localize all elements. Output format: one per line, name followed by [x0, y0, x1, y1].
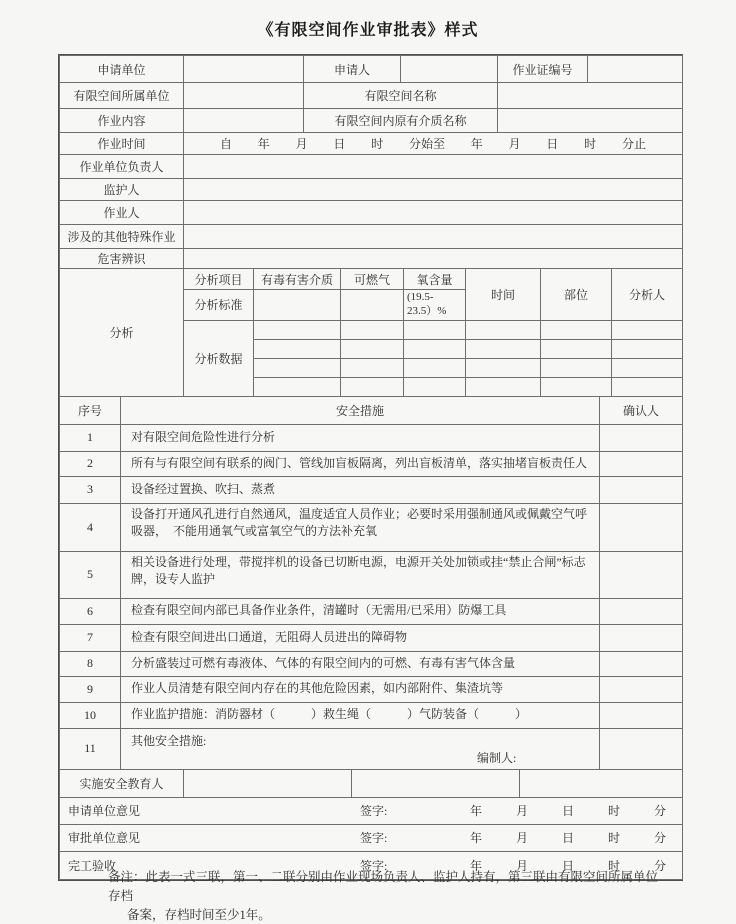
owner-unit-value-cell — [184, 83, 304, 109]
seq-no: 11 — [60, 728, 121, 769]
time-part: 时 — [371, 135, 383, 152]
remark-note — [108, 868, 668, 924]
data-cell — [404, 320, 466, 339]
date-unit: 月 — [516, 857, 528, 874]
measure-text: 作业监护措施：消防器材（ ）救生绳（ ）气防装备（ ） — [121, 702, 600, 728]
approver-opinion-label: 审批单位意见 — [60, 829, 360, 846]
seq-no: 7 — [60, 624, 121, 651]
seq-no: 6 — [60, 598, 121, 624]
work-time-value-cell — [184, 133, 683, 155]
other-special-work-label: 涉及的其他特殊作业 — [60, 225, 184, 249]
applicant-opinion-label: 申请单位意见 — [60, 802, 360, 819]
safety-row — [60, 676, 683, 702]
confirm-cell — [600, 676, 683, 702]
applicant-opinion-cell — [60, 797, 683, 824]
seq-no: 4 — [60, 503, 121, 551]
space-name-value-cell — [498, 83, 683, 109]
safety-row — [60, 728, 683, 769]
educator-table — [59, 769, 683, 798]
seq-no: 8 — [60, 651, 121, 676]
date-unit: 日 — [562, 829, 574, 846]
measure-text — [121, 728, 600, 769]
form-title: 《有限空间作业审批表》样式 — [0, 0, 736, 40]
data-cell — [466, 339, 541, 358]
safety-row — [60, 551, 683, 598]
guardian-value-cell — [184, 179, 683, 201]
data-cell — [541, 339, 612, 358]
row-guardian — [60, 179, 683, 201]
safety-row — [60, 451, 683, 476]
measure-text: 设备打开通风孔进行自然通风，温度适宜人员作业；必要时采用强制通风或佩戴空气呼吸器， 不能用通氧气或富氧空气的方法补充氧 — [121, 503, 600, 551]
safety-row — [60, 503, 683, 551]
compiler-label: 编制人: — [477, 749, 516, 766]
confirm-cell — [600, 702, 683, 728]
data-cell — [404, 358, 466, 377]
original-medium-value-cell — [498, 109, 683, 133]
data-cell — [541, 377, 612, 396]
confirm-cell — [600, 503, 683, 551]
oxygen-standard-value: (19.5-23.5）% — [404, 290, 466, 321]
measure-text: 作业人员清楚有限空间内存在的其他危险因素，如内部附件、集渣坑等 — [121, 676, 600, 702]
educator-cell — [520, 769, 683, 797]
measure-text: 分析盛装过可燃有毒液体、气体的有限空间内的可燃、有毒有害气体含量 — [121, 651, 600, 676]
measure-text: 检查有限空间进出口通道，无阻碍人员进出的障碍物 — [121, 624, 600, 651]
data-cell — [612, 377, 683, 396]
confirm-cell — [600, 728, 683, 769]
safety-row — [60, 624, 683, 651]
other-measures-label: 其他安全措施: — [131, 732, 589, 749]
date-unit: 分 — [654, 802, 666, 819]
date-unit: 年 — [470, 829, 482, 846]
other-special-work-value-cell — [184, 225, 683, 249]
confirm-cell — [600, 476, 683, 503]
work-content-value-cell — [184, 109, 304, 133]
date-unit: 月 — [516, 829, 528, 846]
seq-no: 2 — [60, 451, 121, 476]
time-part: 自 — [220, 135, 232, 152]
date-unit: 日 — [562, 802, 574, 819]
applicant-value-cell — [401, 56, 498, 83]
data-cell — [341, 377, 404, 396]
applicant-unit-value-cell — [184, 56, 304, 83]
safety-row — [60, 424, 683, 451]
analysis-time-header: 时间 — [466, 269, 541, 321]
data-cell — [612, 358, 683, 377]
data-cell — [541, 320, 612, 339]
work-time-label: 作业时间 — [60, 133, 184, 155]
confirm-person-header: 确认人 — [600, 396, 683, 424]
date-unit: 年 — [470, 857, 482, 874]
hazard-identification-value-cell — [184, 249, 683, 269]
date-blanks — [470, 829, 682, 846]
analyst-header: 分析人 — [612, 269, 683, 321]
original-medium-label: 有限空间内原有介质名称 — [304, 109, 498, 133]
educator-label: 实施安全教育人 — [60, 769, 184, 797]
work-content-label: 作业内容 — [60, 109, 184, 133]
date-unit: 分 — [654, 829, 666, 846]
flammable-gas-header: 可燃气 — [341, 269, 404, 290]
confirm-cell — [600, 424, 683, 451]
time-part: 月 — [509, 135, 521, 152]
analysis-section-label: 分析 — [60, 269, 184, 397]
safety-row — [60, 702, 683, 728]
confirm-cell — [600, 651, 683, 676]
data-cell — [341, 339, 404, 358]
data-cell — [466, 320, 541, 339]
work-time-blanks — [184, 135, 682, 152]
analysis-data-label: 分析数据 — [184, 320, 254, 396]
sign-label: 签字: — [360, 802, 470, 819]
row-unit-chief — [60, 155, 683, 179]
safety-header-row — [60, 396, 683, 424]
unit-chief-label: 作业单位负责人 — [60, 155, 184, 179]
safety-row — [60, 476, 683, 503]
row-owner-unit — [60, 83, 683, 109]
hazard-identification-label: 危害辨识 — [60, 249, 184, 269]
analysis-item-header: 分析项目 — [184, 269, 254, 290]
measure-text: 所有与有限空间有联系的阀门、管线加盲板隔离，列出盲板清单，落实抽堵盲板责任人 — [121, 451, 600, 476]
time-part: 分始至 — [409, 135, 445, 152]
approval-form — [58, 54, 683, 881]
sign-label: 签字: — [360, 829, 470, 846]
seq-no-header: 序号 — [60, 396, 121, 424]
time-part: 日 — [546, 135, 558, 152]
row-worker — [60, 201, 683, 225]
data-cell — [341, 358, 404, 377]
confirm-cell — [600, 598, 683, 624]
time-part: 时 — [584, 135, 596, 152]
remark-line-2: 备案，存档时间至少1年。 — [108, 906, 668, 924]
opinion-row-applicant — [60, 797, 683, 824]
measure-text: 设备经过置换、吹扫、蒸煮 — [121, 476, 600, 503]
worker-label: 作业人 — [60, 201, 184, 225]
safety-table — [59, 396, 683, 770]
toxic-standard-cell — [254, 290, 341, 321]
analysis-header-row — [60, 269, 683, 290]
data-cell — [612, 320, 683, 339]
space-name-label: 有限空间名称 — [304, 83, 498, 109]
sign-label: 签字: — [360, 857, 470, 874]
seq-no: 5 — [60, 551, 121, 598]
row-work-time — [60, 133, 683, 155]
owner-unit-label: 有限空间所属单位 — [60, 83, 184, 109]
toxic-medium-header: 有毒有害介质 — [254, 269, 341, 290]
date-unit: 时 — [608, 829, 620, 846]
time-part: 日 — [333, 135, 345, 152]
analysis-standard-label: 分析标准 — [184, 290, 254, 321]
time-part: 月 — [296, 135, 308, 152]
completion-acceptance-label: 完工验收 — [60, 857, 360, 874]
measure-text: 相关设备进行处理，带搅拌机的设备已切断电源，电源开关处加锁或挂“禁止合闸”标志牌，设专人监护 — [121, 551, 600, 598]
confirm-cell — [600, 451, 683, 476]
date-unit: 时 — [608, 857, 620, 874]
data-cell — [254, 358, 341, 377]
data-cell — [341, 320, 404, 339]
data-cell — [404, 377, 466, 396]
guardian-label: 监护人 — [60, 179, 184, 201]
measure-text: 检查有限空间内部已具备作业条件，清罐时（无需用/已采用）防爆工具 — [121, 598, 600, 624]
date-unit: 年 — [470, 802, 482, 819]
date-unit: 时 — [608, 802, 620, 819]
data-cell — [466, 358, 541, 377]
educator-cell — [184, 769, 352, 797]
educator-cell — [352, 769, 520, 797]
oxygen-content-header: 氧含量 — [404, 269, 466, 290]
seq-no: 10 — [60, 702, 121, 728]
date-blanks — [470, 802, 682, 819]
opinion-row-approver — [60, 824, 683, 851]
data-cell — [466, 377, 541, 396]
data-cell — [254, 320, 341, 339]
unit-chief-value-cell — [184, 155, 683, 179]
date-unit: 月 — [516, 802, 528, 819]
confirm-cell — [600, 551, 683, 598]
worker-value-cell — [184, 201, 683, 225]
data-cell — [254, 377, 341, 396]
row-work-content — [60, 109, 683, 133]
time-part: 分止 — [622, 135, 646, 152]
flammable-standard-cell — [341, 290, 404, 321]
data-cell — [254, 339, 341, 358]
date-unit: 日 — [562, 857, 574, 874]
educator-row — [60, 769, 683, 797]
approver-opinion-cell — [60, 824, 683, 851]
safety-row — [60, 651, 683, 676]
time-part: 年 — [258, 135, 270, 152]
seq-no: 1 — [60, 424, 121, 451]
safety-row — [60, 598, 683, 624]
confirm-cell — [600, 624, 683, 651]
row-applicant-unit — [60, 56, 683, 83]
seq-no: 3 — [60, 476, 121, 503]
time-part: 年 — [471, 135, 483, 152]
data-cell — [612, 339, 683, 358]
seq-no: 9 — [60, 676, 121, 702]
safety-measure-header: 安全措施 — [121, 396, 600, 424]
analysis-part-header: 部位 — [541, 269, 612, 321]
remark-line-1: 备注：此表一式三联，第一、二联分别由作业现场负责人、监护人持有，第三联由有限空间所属单位存档 — [108, 868, 668, 906]
analysis-table — [59, 268, 683, 397]
permit-no-value-cell — [588, 56, 683, 83]
date-unit: 分 — [654, 857, 666, 874]
applicant-unit-label: 申请单位 — [60, 56, 184, 83]
row-other-special-work — [60, 225, 683, 249]
measure-text: 对有限空间危险性进行分析 — [121, 424, 600, 451]
info-table — [59, 55, 683, 269]
data-cell — [541, 358, 612, 377]
data-cell — [404, 339, 466, 358]
permit-no-label: 作业证编号 — [498, 56, 588, 83]
applicant-label: 申请人 — [304, 56, 401, 83]
row-hazard-identification — [60, 249, 683, 269]
